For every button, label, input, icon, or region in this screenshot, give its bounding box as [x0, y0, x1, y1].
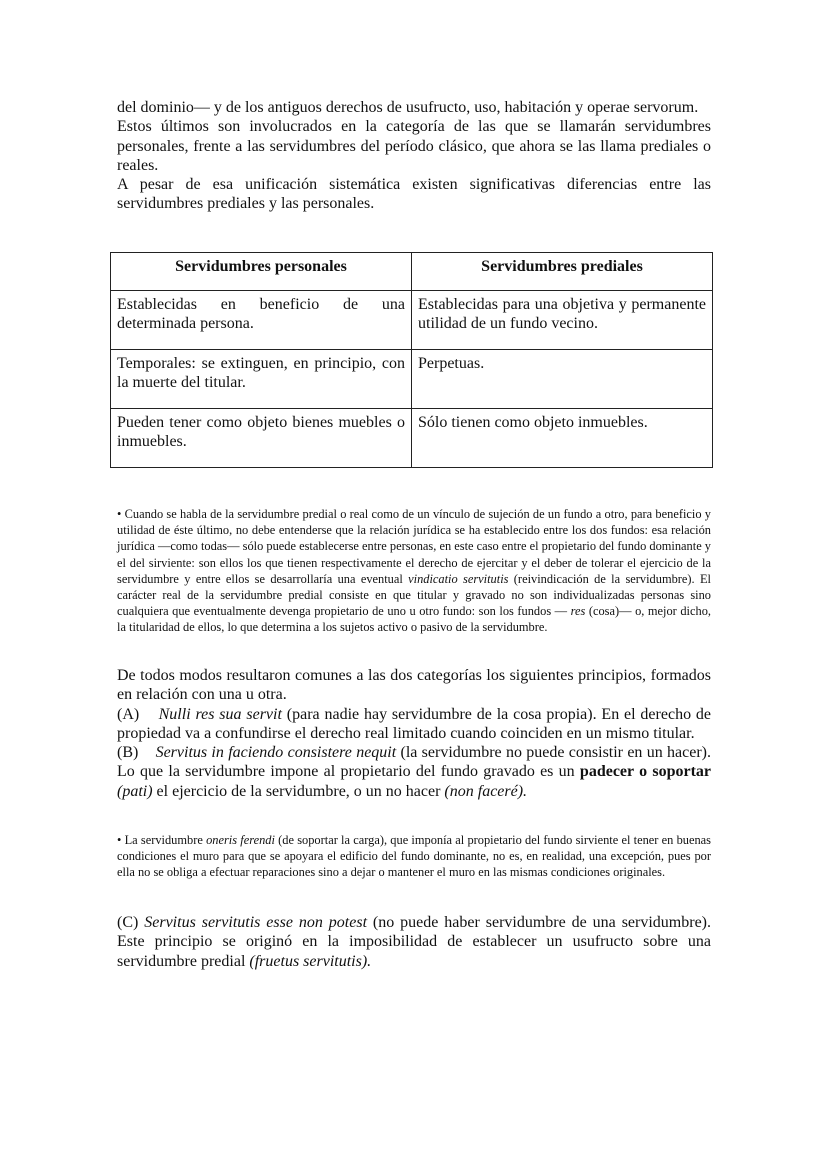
note-1	[117, 506, 711, 636]
text: (para nadie hay servidumbre de la cosa propia). En el derecho de propiedad va a confundirse el derecho real limitado cuando coinciden en un mismo titular.	[117, 705, 712, 742]
header-cell: Servidumbres prediales	[412, 253, 713, 291]
table-cell: Sólo tienen como objeto inmuebles.	[412, 409, 713, 468]
text: el ejercicio de la servidumbre, o un no hacer	[152, 782, 445, 800]
label: (B)	[117, 744, 139, 762]
note-text: • La servidumbre	[117, 833, 207, 847]
note-2	[117, 832, 711, 881]
table-cell: Perpetuas.	[412, 350, 713, 409]
principle-c	[117, 913, 711, 971]
latin-term: (non faceré).	[444, 782, 528, 800]
table-cell: Establecidas para una objetiva y permanente utilidad de un fundo vecino.	[412, 291, 713, 350]
note-text: • Cuando se habla de la servidumbre predial o real como de un vínculo de sujeción de un fundo a otro, para beneficio y utilidad de éste último, no debe entenderse que la relación jurídica se ha establecido entre los dos fundos: esa relación jurídica —como todas— sólo puede establecerse entre personas, en este caso entre el propietario del fundo dominante y el del sirviente: son ellos los que tienen respectivamente el derecho de ejercitar y el deber de tolerar el ejercicio de la servidumbre y entre ellos se desarrollaría una eventual	[117, 507, 711, 586]
paragraph: del dominio— y de los antiguos derechos de usufructo, uso, habitación y operae servorum.	[117, 99, 699, 116]
latin-term: Nulli res sua servit	[158, 705, 282, 723]
principle-a	[117, 705, 711, 744]
note-text: (reivindicación de la servidumbre). El carácter real de la servidumbre predial consiste en que titular y gravado no son individualizadas personas sino cualquiera que eventualmente devenga propietario de uno u otro fundo: son los fundos —	[117, 571, 711, 619]
table-header	[111, 253, 713, 291]
note-italic: vindicatio servitutis	[408, 571, 509, 586]
paragraph: A pesar de esa unificación sistemática existen significativas diferencias entre las servidumbres prediales y las personales.	[117, 176, 711, 213]
bold-text: padecer o soportar	[579, 763, 711, 781]
latin-term: Servitus servitutis esse non potest	[144, 914, 368, 931]
latin-term: (fruetus servitutis).	[249, 952, 372, 970]
paragraph: De todos modos resultaron comunes a las dos categorías los siguientes principios, formados en relación con una u otra.	[117, 667, 711, 704]
note-text: (de soportar la carga), que imponía al propietario del fundo sirviente el tener en buenas condiciones el muro para que se apoyara el edificio del fundo dominante, no es, en realidad, una excepción, pues por ella no se obliga a efectuar reparaciones sino a dejar o mantener el muro en las mismas condiciones originales.	[117, 833, 711, 880]
header-cell: Servidumbres personales	[111, 253, 412, 291]
note-italic: res	[570, 604, 586, 619]
note-italic: oneris ferendi	[206, 833, 275, 847]
principles	[117, 666, 711, 801]
table-row	[111, 409, 713, 468]
latin-term: (pati)	[117, 782, 153, 800]
table-row	[111, 291, 713, 350]
text: (la servidumbre no puede consistir en un hacer). Lo que la servidumbre impone al propietario del fundo gravado es un	[117, 744, 712, 781]
table-row	[111, 350, 713, 409]
comparison-table	[110, 252, 713, 468]
table-cell: Temporales: se extinguen, en principio, con la muerte del titular.	[111, 350, 412, 409]
table-cell: Establecidas en beneficio de una determinada persona.	[111, 291, 412, 350]
latin-term: Servitus in faciendo consistere nequit	[155, 744, 397, 762]
paragraph: Estos últimos son involucrados en la categoría de las que se llamarán servidumbres personales, frente a las servidumbres del período clásico, que ahora se las llama prediales o reales.	[117, 118, 711, 174]
label: (A)	[117, 705, 140, 723]
intro-text	[117, 98, 711, 214]
table-cell: Pueden tener como objeto bienes muebles o inmuebles.	[111, 409, 412, 468]
text: (no puede haber servidumbre de una servidumbre). Este principio se originó en la imposibilidad de establecer un usufructo sobre una servidumbre predial	[117, 914, 711, 970]
principle-b	[117, 743, 711, 801]
label: (C)	[117, 914, 145, 931]
note-text: (cosa)— o, mejor dicho, la titularidad de ellos, lo que determina a los sujetos activo o pasivo de la servidumbre.	[117, 604, 711, 635]
